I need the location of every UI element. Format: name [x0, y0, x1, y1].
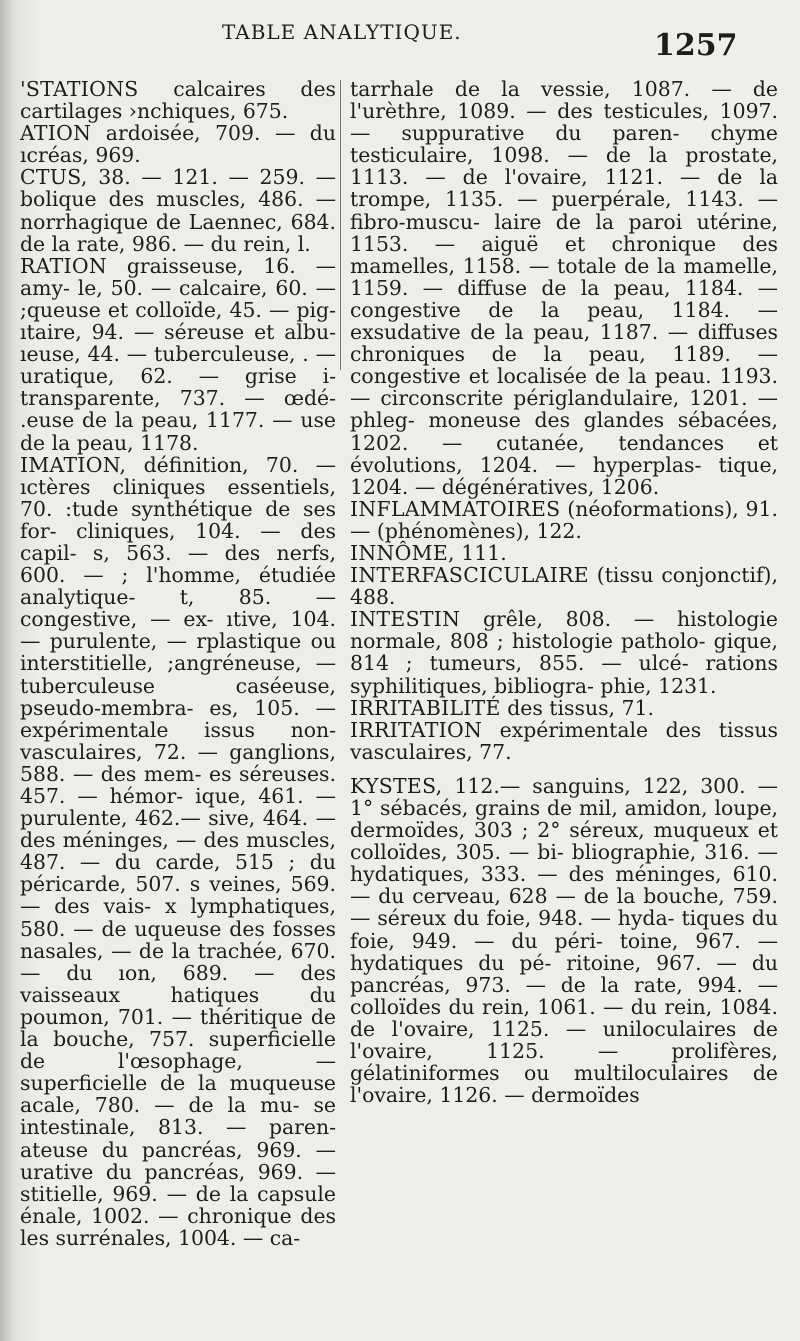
index-entry-text: ardoisée, 709. — du ıcréas, 969. [20, 121, 336, 168]
index-entry [20, 166, 336, 254]
index-entry-text: tarrhale de la vessie, 1087. — de l'urèthre, 1089. — des testicules, 1097. — suppurative du paren- chyme testiculaire, 1098. — de la prostate, 1113. — de l'ovaire, 1121. — de la trompe, 1135. — puerpérale, 1143. — fibro-muscu- laire de la paroi utérine, 1153. — aiguë et chronique des mamelles, 1158. — totale de la mamelle, 1159. — diffuse de la peau, 1184. — congestive de la peau, 1184. — exsudative de la peau, 1187. — diffuses chroniques de la peau, 1189. — congestive et localisée de la peau. 1193. — circonscrite périglandulaire, 1201. — phleg- moneuse des glandes sébacées, 1202. — cutanée, tendances et évolutions, 1204. — hyperplas- tique, 1204. — dégénératives, 1206. [350, 78, 778, 499]
index-entry-text: 38. — 121. — 259. — bolique des muscles, 486. — norrhagique de Laennec, 684. de la rate, 986. — du rein, l. [20, 165, 336, 256]
index-entry-text: (néoformations), 91. — (phénomènes), 122. [350, 496, 778, 543]
index-entry-text: (tissu conjonctif), 488. [350, 563, 778, 610]
index-term: INTERFASCICULAIRE [350, 563, 589, 588]
index-term: IMATION, [20, 452, 127, 477]
index-term: INTESTIN [350, 607, 461, 632]
index-entry [350, 564, 778, 608]
running-title: TABLE ANALYTIQUE. [222, 20, 462, 44]
index-entry [350, 608, 778, 696]
index-entry-text: graisseuse, 16. — amy- le, 50. — calcaire, 60. — ;queuse et colloïde, 45. — pig- ıtaire, 94. — séreuse et albu- ıeuse, 44. — tuberculeuse, . — uratique, 62. — grise i-transparente, 737. — œdé- .euse de la peau, 1177. — use de la peau, 1178. [20, 253, 336, 455]
index-entry [350, 775, 778, 1106]
left-column [20, 78, 336, 1336]
index-entry-text: 111. [454, 540, 507, 565]
index-entry [350, 697, 778, 719]
index-entry [350, 542, 778, 564]
index-term: IRRITABILITÉ [350, 695, 501, 720]
index-entry [350, 719, 778, 763]
index-entry-text: grêle, 808. — histologie normale, 808 ; histologie patholo- gique, 814 ; tumeurs, 855. — ulcé- rations syphilitiques, bibliogra- phie, 1231. [350, 607, 778, 698]
page-number: 1257 [654, 28, 738, 63]
index-entry [350, 78, 778, 498]
index-entry [20, 122, 336, 166]
index-entry [20, 454, 336, 1249]
index-entry-text: des tissus, 71. [500, 695, 654, 720]
index-entry [350, 498, 778, 542]
index-term: INNÔME, [350, 540, 455, 565]
index-term: INFLAMMATOIRES [350, 496, 561, 521]
index-entry-text: expérimentale des tissus vasculaires, 77. [350, 717, 778, 764]
index-entry-text: calcaires des cartilages ›nchiques, 675. [20, 78, 336, 124]
column-divider [340, 80, 341, 370]
index-term: IRRITATION [350, 717, 483, 742]
index-entry-text: définition, 70. — ıctères cliniques essentiels, 70. :tude synthétique de ses for- cliniques, 104. — des capil- s, 563. — des nerfs, 600. — ; l'homme, étudiée analytique- t, 85. — congestive, — ex- ıtive, 104. — purulente, — rplastique ou interstitielle, ;angréneuse, — tuberculeuse caséeuse, pseudo-membra- es, 105. — expérimentale issus non-vasculaires, 72. — ganglions, 588. — des mem- es séreuses. 457. — hémor- ique, 461. — purulente, 462.— sive, 464. — des méninges, — des muscles, 487. — du carde, 515 ; du péricarde, 507. s veines, 569. — des vais- x lymphatiques, 580. — de uqueuse des fosses nasales, — de la trachée, 670. — du ıon, 689. — des vaisseaux hatiques du poumon, 701. — théritique de la bouche, 757. superficielle de l'œsophage, — superficielle de la muqueuse acale, 780. — de la mu- se intestinale, 813. — paren- ateuse du pancréas, 969. — urative du pancréas, 969. — stitielle, 969. — de la capsule énale, 1002. — chronique des les surrénales, 1004. — ca- [20, 452, 336, 1250]
page-header [0, 16, 800, 72]
index-entry [20, 255, 336, 454]
index-term: ATION [20, 121, 92, 146]
index-term: CTUS, [20, 165, 88, 190]
index-term: RATION [20, 253, 107, 278]
index-term: KYSTES, [350, 773, 443, 798]
right-column [350, 78, 778, 1336]
index-entry-text: 112.— sanguins, 122, 300. — 1° sébacés, grains de mil, amidon, loupe, dermoïdes, 303 ; 2° séreux, muqueux et colloïdes, 305. — bi- bliographie, 316. — hydatiques, 333. — des méninges, 610. — du cerveau, 628 — de la bouche, 759. — séreux du foie, 948. — hyda- tiques du foie, 949. — du péri- toine, 967. — hydatiques du pé- ritoine, 967. — du pancréas, 973. — de la rate, 994. — colloïdes du rein, 1061. — du rein, 1084. de l'ovaire, 1125. — uniloculaires de l'ovaire, 1125. — prolifères, gélatiniformes ou multiloculaires de l'ovaire, 1126. — dermoïdes [350, 773, 778, 1108]
index-entry [20, 78, 336, 122]
index-term: 'STATIONS [20, 78, 139, 101]
